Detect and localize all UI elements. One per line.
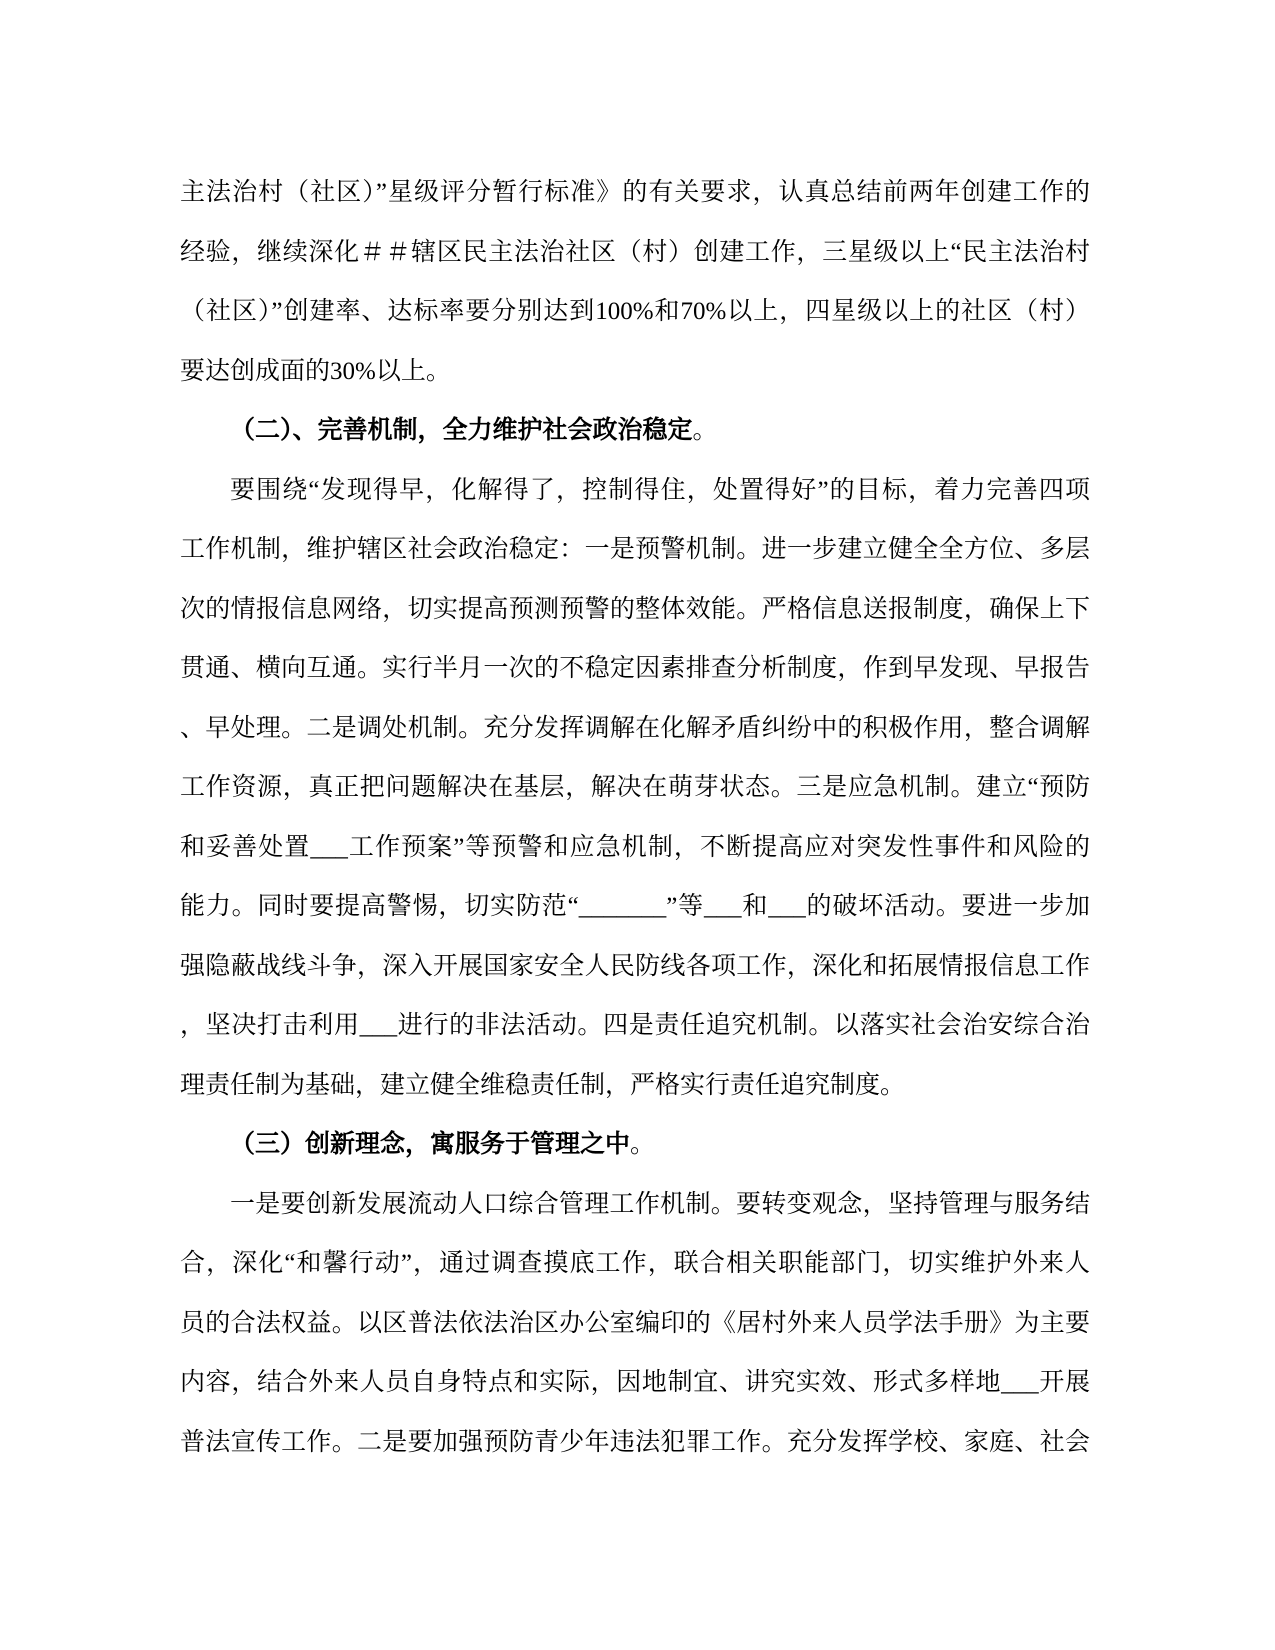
text-line: 要达创成面的30%以上。 (180, 357, 451, 385)
text-line: 一是要创新发展流动人口综合管理工作机制。要转变观念，坚持管理与服务结 (230, 1190, 1090, 1218)
heading-period: 。 (630, 1131, 656, 1158)
text-line: ，坚决打击利用___进行的非法活动。四是责任追究机制。以落实社会治安综合治 (180, 1012, 1090, 1039)
text-line: 贯通、横向互通。实行半月一次的不稳定因素排查分析制度，作到早发现、早报告 (180, 655, 1090, 682)
heading-text: （三）创新理念，寓服务于管理之中 (230, 1130, 631, 1158)
text-line: （社区）”创建率、达标率要分别达到100%和70%以上，四星级以上的社区（村） (180, 298, 1090, 325)
text-line: 合，深化“和馨行动”，通过调查摸底工作，联合相关职能部门，切实维护外来人 (180, 1250, 1090, 1277)
text-line: 要围绕“发现得早，化解得了，控制得住，处置得好”的目标，着力完善四项 (230, 476, 1090, 504)
text-line: 、早处理。二是调处机制。充分发挥调解在化解矛盾纠纷中的积极作用，整合调解 (180, 714, 1090, 742)
text-line: 主法治村（社区）”星级评分暂行标准》的有关要求，认真总结前两年创建工作的 (180, 179, 1090, 206)
text-line: 内容，结合外来人员自身特点和实际，因地制宜、讲究实效、形式多样地___开展 (180, 1369, 1090, 1396)
text-line: 经验，继续深化＃＃辖区民主法治社区（村）创建工作，三星级以上“民主法治村 (180, 238, 1090, 266)
text-line: 次的情报信息网络，切实提高预测预警的整体效能。严格信息送报制度，确保上下 (180, 595, 1090, 623)
text-block (180, 163, 1090, 1472)
text-line: 员的合法权益。以区普法依法治区办公室编印的《居村外来人员学法手册》为主要 (180, 1309, 1090, 1337)
text-line: 工作资源，真正把问题解决在基层，解决在萌芽状态。三是应急机制。建立“预防 (180, 774, 1090, 801)
text-line: 强隐蔽战线斗争，深入开展国家安全人民防线各项工作，深化和拓展情报信息工作 (180, 952, 1090, 980)
heading-text: （二）、完善机制，全力维护社会政治稳定 (230, 416, 693, 444)
text-line: 工作机制，维护辖区社会政治稳定：一是预警机制。进一步建立健全全方位、多层 (180, 536, 1090, 563)
text-line: 能力。同时要提高警惕，切实防范“_______”等___和___的破坏活动。要进一步加 (180, 893, 1090, 920)
section-heading (180, 401, 1090, 461)
text-line: 理责任制为基础，建立健全维稳责任制，严格实行责任追究制度。 (180, 1071, 906, 1099)
section-heading (180, 1115, 1090, 1175)
heading-period: 。 (692, 417, 718, 444)
text-line: 普法宣传工作。二是要加强预防青少年违法犯罪工作。充分发挥学校、家庭、社会 (180, 1428, 1090, 1456)
text-line: 和妥善处置___工作预案”等预警和应急机制，不断提高应对突发性事件和风险的 (180, 833, 1090, 861)
